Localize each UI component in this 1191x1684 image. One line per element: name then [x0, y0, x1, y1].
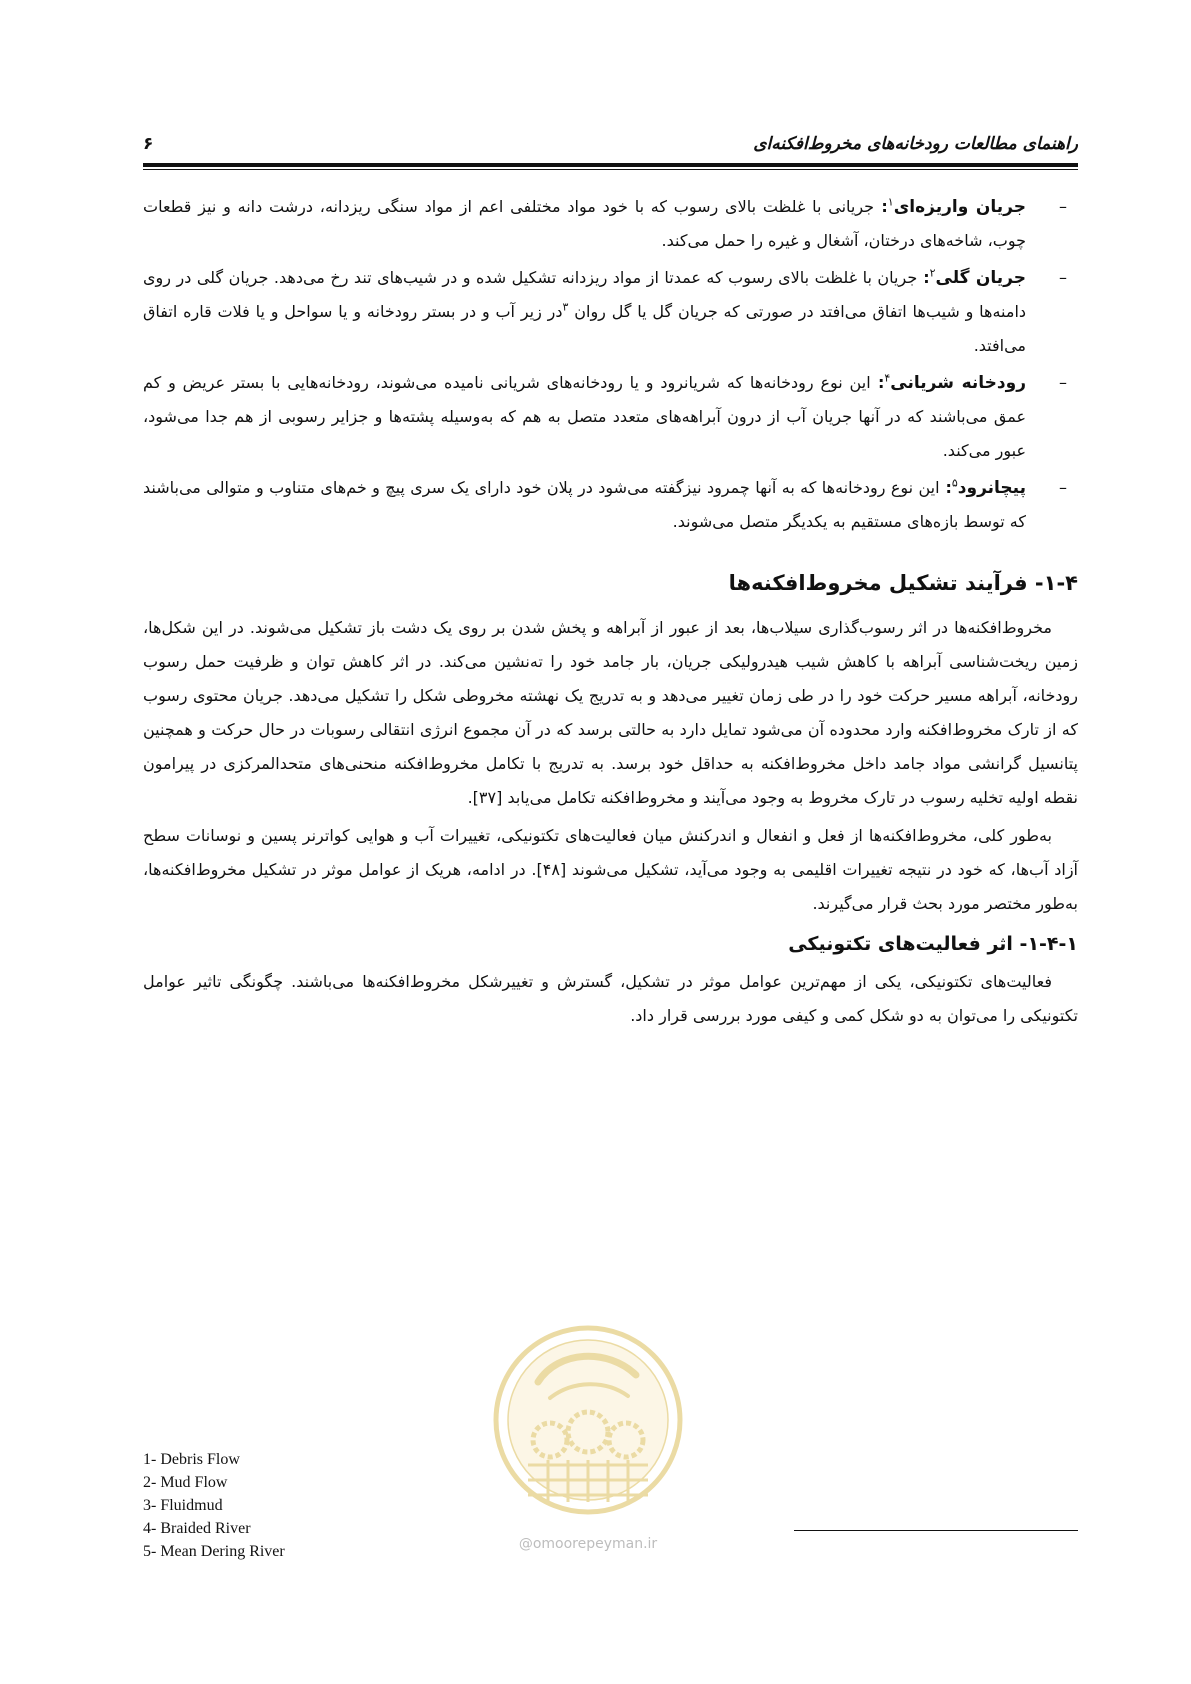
section-heading: ۱-۴- فرآیند تشکیل مخروط‌افکنه‌ها: [728, 571, 1078, 595]
footnote-mark: ۲: [929, 266, 936, 280]
footnote: 1- Debris Flow: [143, 1451, 240, 1468]
footnote: 4- Braided River: [143, 1520, 251, 1537]
footnote-mark: ۵: [951, 476, 958, 490]
footnote-mark: ۴: [884, 371, 891, 385]
body-paragraph: فعالیت‌های تکتونیکی، یکی از مهم‌ترین عوامل موثر در تشکیل، گسترش و تغییرشکل مخروط‌افکنه‌ها می‌باشند. چگونگی تاثیر عوامل تکتونیکی را می‌توان به دو شکل کمی و کیفی مورد بررسی قرار داد.: [143, 972, 1078, 1025]
footnote-mark: ۱: [887, 195, 894, 209]
definition-term: جریان گلی: [935, 268, 1027, 288]
header-rule-thin: [143, 169, 1078, 170]
definition-text: در زیر آب و در بستر رودخانه و یا سواحل و یا فلات قاره اتفاق می‌افتد.: [143, 302, 1026, 355]
definition-text: جریانی با غلظت بالای رسوب که با خود مواد مختلفی اعم از مواد سنگی ریزدانه، درشت دانه و نیز قطعات چوب، شاخه‌های درختان، آشغال و غیره را حمل می‌کند.: [143, 197, 1026, 250]
definition-text: جریان با غلظت بالای رسوب که عمدتا از مواد ریزدانه تشکیل شده و در شیب‌های تند رخ می‌دهد. جریان گلی در روی دامنه‌ها و شیب‌ها اتفاق می‌افتد در صورتی که جریان گل یا گل روان: [143, 268, 1027, 321]
watermark-emblem-icon: [488, 1320, 688, 1560]
definition-text: این نوع رودخانه‌ها که شریانرود و یا رودخانه‌های شریانی نامیده می‌شوند، رودخانه‌هایی با بستر عریض و کم عمق می‌باشند که در آنها جریان آب از درون آبراهه‌های متعدد متصل به هم که به‌وسیله پشته‌ها و جزایر رسوبی از هم جدا می‌شود، عبور می‌کند.: [143, 373, 1026, 460]
footnote: 2- Mud Flow: [143, 1474, 228, 1491]
definition-list: [143, 190, 1078, 539]
running-header-title: راهنمای مطالعات رودخانه‌های مخروط‌افکنه‌ای: [753, 134, 1078, 154]
body-paragraph: مخروط‌افکنه‌ها در اثر رسوب‌گذاری سیلاب‌ها، بعد از عبور از آبراهه و پخش شدن بر روی یک دشت باز تشکیل می‌شوند. در این شکل‌ها، زمین ریخت‌شناسی آبراهه با کاهش شیب هیدرولیکی جریان، بار جامد خود را ته‌نشین می‌کند. در اثر کاهش توان و ظرفیت حمل رسوب رودخانه، آبراهه مسیر حرکت خود را در طی زمان تغییر می‌دهد و به تدریج یک نهشته مخروطی شکل را تشکیل می‌دهد. جریان محتوی رسوب که از تارک مخروط‌افکنه وارد محدوده آن می‌شود تمایل دارد به حالتی برسد که در آن مجموع انرژی انتقالی رسوبات در حال حرکت و همچنین پتانسیل گرانشی مواد جامد داخل مخروط‌افکنه به حداقل خود برسد. به تدریج با تکامل مخروط‌افکنه منحنی‌های متحدالمرکزی در پیرامون نقطه اولیه تخلیه رسوب در تارک مخروط به وجود می‌آیند و مخروط‌افکنه تکامل می‌یابد [۳۷].: [143, 618, 1078, 807]
definition-item: – پیچانرود$^۵$: این نوع رودخانه‌ها که به آنها چمرود نیزگفته می‌شود در پلان خود دارای یک سری پیچ و خم‌های متناوب و متوالی می‌باشند که توسط بازه‌های مستقیم به یکدیگر متصل می‌شوند.: [143, 471, 1078, 539]
footnote: 5- Mean Dering River: [143, 1543, 285, 1560]
body-paragraph: به‌طور کلی، مخروط‌افکنه‌ها از فعل و انفعال و اندرکنش میان فعالیت‌های تکتونیکی، تغییرات آب و هوایی کواترنر پسین و نوسانات سطح آزاد آب‌ها، که خود در نتیجه تغییرات اقلیمی به وجود می‌آید، تشکیل می‌شوند [۴۸]. در ادامه، هریک از عوامل موثر در تشکیل مخروط‌افکنه‌ها، به‌طور مختصر مورد بحث قرار می‌گیرند.: [143, 826, 1078, 913]
watermark-url: @omoorepeyman.ir: [518, 1536, 658, 1552]
definition-term: رودخانه شریانی: [890, 373, 1027, 393]
definition-text: این نوع رودخانه‌ها که به آنها چمرود نیزگفته می‌شود در پلان خود دارای یک سری پیچ و خم‌های متناوب و متوالی می‌باشند که توسط بازه‌های مستقیم به یکدیگر متصل می‌شوند.: [143, 478, 1026, 531]
footnote-rule: [794, 1530, 1078, 1531]
running-header: [143, 124, 1078, 154]
footnotes: [143, 1448, 285, 1563]
definition-item: – جریان واریزه‌ای$^۱$: جریانی با غلظت بالای رسوب که با خود مواد مختلفی اعم از مواد سنگی ریزدانه، درشت دانه و نیز قطعات چوب، شاخه‌های درختان، آشغال و غیره را حمل می‌کند.: [143, 190, 1078, 258]
list-dash: –: [1059, 197, 1067, 216]
main-content: [143, 190, 1078, 1037]
header-rule: [143, 163, 1078, 167]
definition-item: – جریان گلی$^۲$: جریان با غلظت بالای رسوب که عمدتا از مواد ریزدانه تشکیل شده و در شیب‌های تند رخ می‌دهد. جریان گلی در روی دامنه‌ها و شیب‌ها اتفاق می‌افتد در صورتی که جریان گل یا گل روان $^۳$در زیر آب و در بستر رودخانه و یا سواحل و یا فلات قاره اتفاق می‌افتد.: [143, 261, 1078, 363]
page-number: ۶: [143, 134, 154, 154]
footnote-mark: ۳: [562, 300, 569, 314]
list-dash: –: [1059, 268, 1067, 287]
definition-term: پیچانرود: [957, 478, 1027, 498]
definition-item: – رودخانه شریانی$^۴$: این نوع رودخانه‌ها که شریانرود و یا رودخانه‌های شریانی نامیده می‌شوند، رودخانه‌هایی با بستر عریض و کم عمق می‌باشند که در آنها جریان آب از درون آبراهه‌های متعدد متصل به هم که به‌وسیله پشته‌ها و جزایر رسوبی از هم جدا می‌شود، عبور می‌کند.: [143, 366, 1078, 468]
watermark-logo: [488, 1320, 688, 1560]
footnote: 3- Fluidmud: [143, 1497, 223, 1514]
subsection-heading: ۱-۴-۱- اثر فعالیت‌های تکتونیکی: [788, 933, 1078, 955]
definition-term: جریان واریزه‌ای: [893, 197, 1026, 217]
list-dash: –: [1059, 373, 1067, 392]
list-dash: –: [1059, 478, 1067, 497]
